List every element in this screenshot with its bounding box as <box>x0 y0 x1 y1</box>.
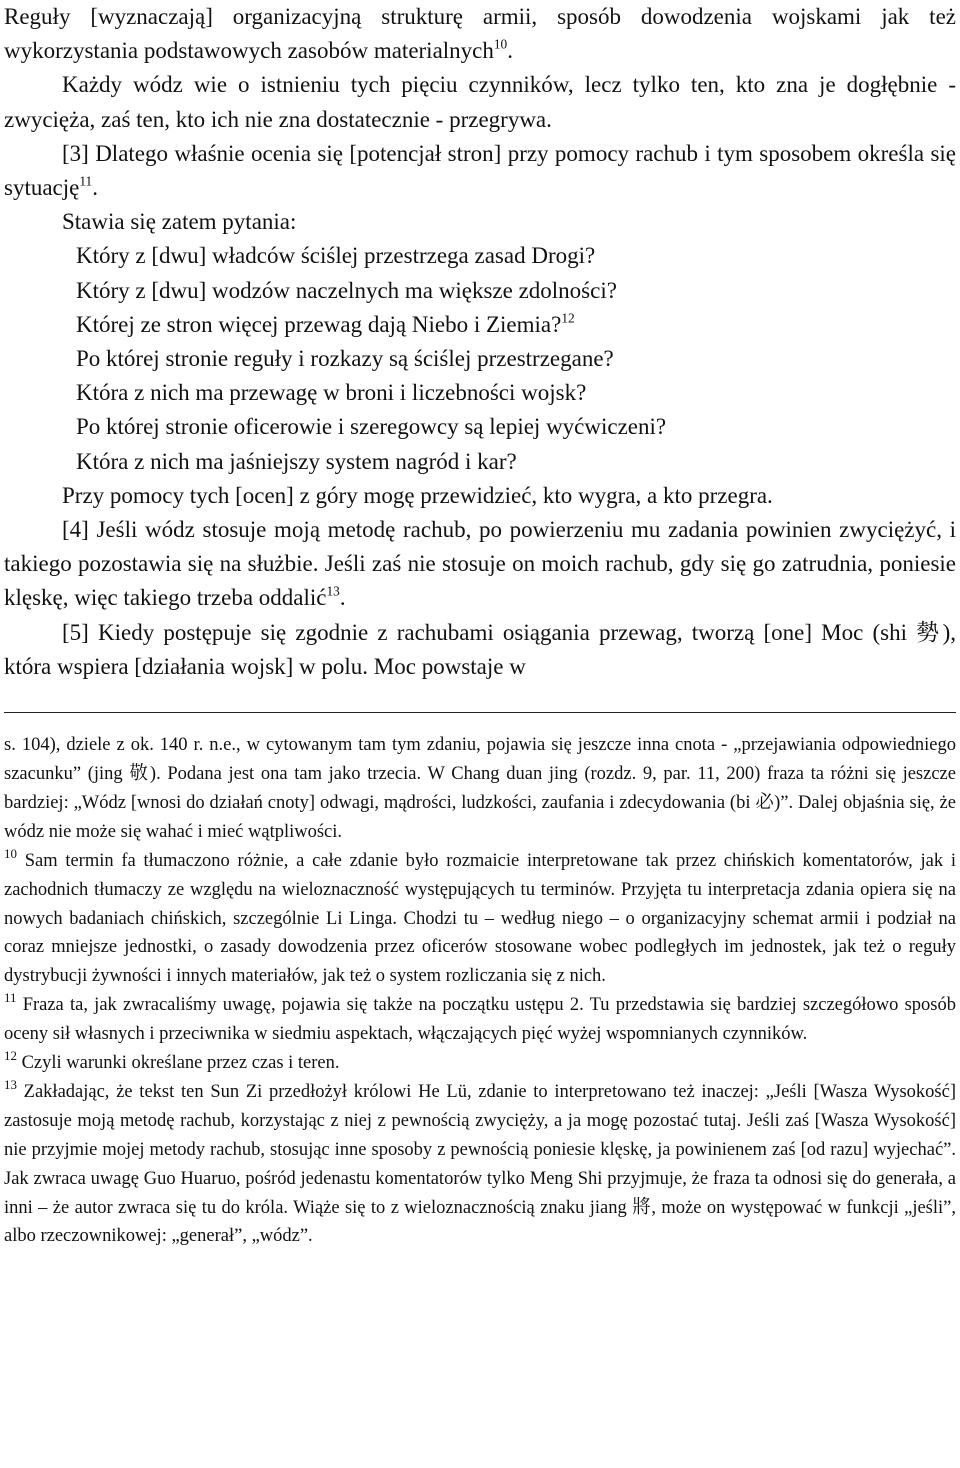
footnote-12: $^{12}$ Czyli warunki określane przez czas i teren. <box>4 1048 340 1074</box>
paragraph-section-3: [3] Dlatego właśnie ocenia się [potencjał stron] przy pomocy rachub i tym sposobem określa się sytuację$^{11}$. <box>4 140 956 201</box>
question-5: Która z nich ma przewagę w broni i liczebności wojsk? <box>76 380 587 406</box>
footnote-number-13: 13 <box>4 1076 17 1092</box>
footnote-ref-13[interactable]: 13 <box>326 583 340 599</box>
paragraph-rules: Reguły [wyznaczają] organizacyjną strukturę armii, sposób dowodzenia wojskami jak też wykorzystania podstawowych zasobów materialnych$^{10}$. <box>4 4 956 64</box>
question-2: Który z [dwu] wodzów naczelnych ma większe zdolności? <box>76 277 617 303</box>
chinese-char-shi: 勢 <box>916 619 943 646</box>
footnote-13: $^{13}$ Zakładając, że tekst ten Sun Zi przedłożył królowi He Lü, zdanie to interpretowano też inaczej: „Jeśli [Wasza Wysokość] zastosuje moją metodę rachub, korzystając z niej z pewnością zwycięży, a ja mogę pozostać tutaj. Jeśli zaś [Wasza Wysokość] nie przyjmie mojej metody rachub, stosując inne sposoby z pewnością poniesie klęskę, ja powinienem zaś [od razu] wyjechać”. Jak zwraca uwagę Guo Huaruo, pośród jedenastu komentatorów tylko Meng Shi przyjmuje, że fraza ta odnosi się do generała, a inni – że autor zwraca się tu do króla. Wiąże się to z wieloznacznością znaku jiang 將, może on występować w funkcji „jeśli”, albo rzeczownikowej: „generał”, „wódz”. <box>4 1076 956 1247</box>
main-text <box>4 0 956 684</box>
footnote-10: $^{10}$ Sam termin fa tłumaczono różnie, a całe zdanie było rozmaicie interpretowane tak przez chińskich komentatorów, jak i zachodnich tłumaczy ze względu na wieloznaczność występujących tu terminów. Przyjęta tu interpretacja zdania opiera się na nowych badaniach chińskich, szczególnie Li Linga. Chodzi tu – według niego – o organizacyjny schemat armii i podział na coraz mniejsze jednostki, o zasady dowodzenia przez oficerów stosowane wobec podległych im jednostek, jak też o reguły dystrybucji żywności i innych materiałów, jak też o system rozliczania się z nich. <box>4 845 956 987</box>
footnote-number-12: 12 <box>4 1048 17 1064</box>
footnote-ref-10[interactable]: 10 <box>493 36 508 52</box>
footnote-11: $^{11}$ Fraza ta, jak zwracaliśmy uwagę, pojawia się także na początku ustępu 2. Tu przedstawia się bardziej szczegółowo sposób oceny sił własnych i przeciwnika w siedmiu aspektach, włączających pięć wyżej wspomnianych czynników. <box>4 990 956 1045</box>
question-1: Który z [dwu] władców ściślej przestrzega zasad Drogi? <box>76 243 596 269</box>
paragraph-prediction: Przy pomocy tych [ocen] z góry mogę przewidzieć, kto wygra, a kto przegra. <box>62 482 773 508</box>
footnote-separator <box>4 712 956 713</box>
footnote-ref-12[interactable]: 12 <box>561 310 575 326</box>
footnote-continued: s. 104), dziele z ok. 140 r. n.e., w cytowanym tam tym zdaniu, pojawia się jeszcze inna cnota - „przejawiania odpowiedniego szacunku” (jing 敬). Podana jest ona tam jako trzecia. W Chang duan jing (rozdz. 9, par. 11, 200) fraza ta różni się jeszcze bardziej: „Wódz [wnosi do działań cnoty] odwagi, mądrości, ludzkości, zaufania i zdecydowania (bi 必)”. Dalej objaśnia się, że wódz nie może się wahać i mieć wątpliwości. <box>4 735 956 842</box>
question-4: Po której stronie reguły i rozkazy są ściślej przestrzegane? <box>76 346 614 372</box>
chinese-char-jiang: 將 <box>632 1196 652 1218</box>
chinese-char-bi: 必 <box>755 791 775 813</box>
footnote-number-10: 10 <box>4 845 17 861</box>
footnote-ref-11[interactable]: 11 <box>79 173 93 189</box>
document-page <box>4 0 956 1251</box>
paragraph-section-5: [5] Kiedy postępuje się zgodnie z rachubami osiągania przewag, tworzą [one] Moc (shi 勢), która wspiera [działania wojsk] w polu. Moc powstaje w <box>4 619 957 679</box>
question-6: Po której stronie oficerowie i szeregowcy są lepiej wyćwiczeni? <box>76 414 667 440</box>
footnotes <box>4 731 956 1251</box>
question-3: Której ze stron więcej przewag dają Niebo i Ziemia?$^{12}$ <box>76 310 575 337</box>
chinese-char-jing: 敬 <box>129 762 150 784</box>
question-7: Która z nich ma jaśniejszy system nagród i kar? <box>76 448 517 474</box>
footnote-number-11: 11 <box>4 990 17 1006</box>
paragraph-section-4: [4] Jeśli wódz stosuje moją metodę rachub, po powierzeniu mu zadania powinien zwyciężyć, i takiego pozostawia się na służbie. Jeśli zaś nie stosuje on moich rachub, gdy się go zatrudnia, poniesie klęskę, więc takiego trzeba oddalić$^{13}$. <box>4 517 956 611</box>
paragraph-five-factors: Każdy wódz wie o istnieniu tych pięciu czynników, lecz tylko ten, kto zna je dogłębnie - zwycięża, zaś ten, kto ich nie zna dostatecznie - przegrywa. <box>4 72 956 132</box>
paragraph-questions-intro: Stawia się zatem pytania: <box>62 209 297 235</box>
